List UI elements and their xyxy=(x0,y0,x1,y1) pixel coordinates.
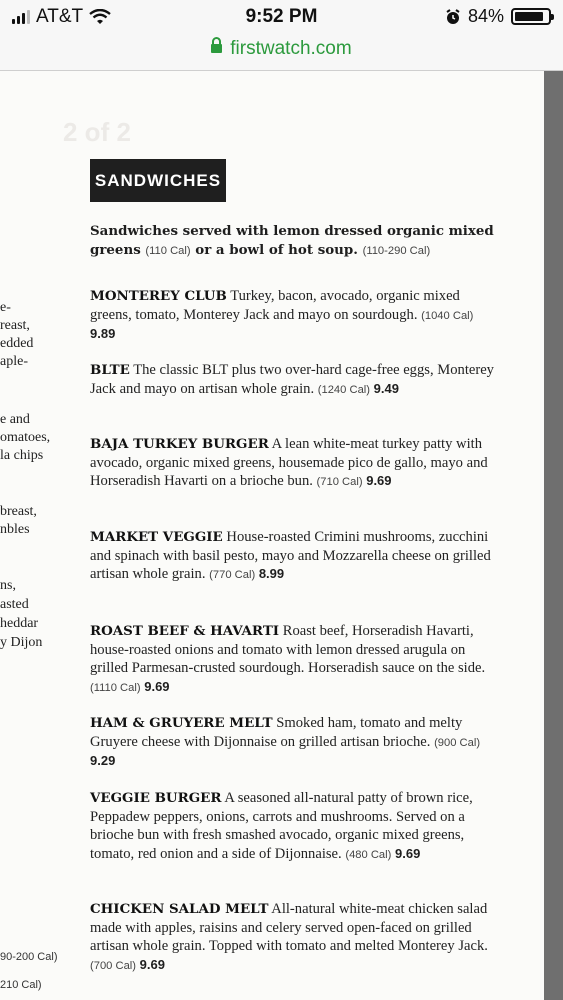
item-name: MARKET VEGGIE xyxy=(90,529,223,545)
item-description: Roast beef, Horseradish Havarti, house-roasted onions and tomato with lemon dressed arugula on grilled Parmesan-crusted sourdough. Horseradish sauce on the side. xyxy=(90,623,486,677)
left-fragment: nbles xyxy=(0,522,30,537)
item-description: All-natural white-meat chicken salad made with apples, raisins and celery served open-faced on grilled artisan whole grain. Topped with tomato and melted Monterey Jack. xyxy=(90,901,488,955)
left-fragment: e and xyxy=(0,412,30,427)
battery-icon xyxy=(511,8,551,25)
left-fragment: ns, xyxy=(0,578,16,593)
url-text: firstwatch.com xyxy=(230,38,352,59)
battery-percent: 84% xyxy=(467,6,504,26)
item-calories: (1110 Cal) xyxy=(90,681,141,694)
intro-calories: (110 Cal) xyxy=(145,245,191,257)
carrier-name: AT&T xyxy=(36,6,84,27)
clock-time: 9:52 PM xyxy=(245,6,318,27)
left-fragment: e- xyxy=(0,300,11,315)
left-fragment-cal: 90-200 Cal) xyxy=(0,951,58,963)
left-fragment: reast, xyxy=(0,318,30,333)
item-description: A lean white-meat turkey patty with avocado, organic mixed greens, housemade pico de gallo, mayo and Horseradish Havarti on a brioche bun. xyxy=(90,436,488,490)
item-name: ROAST BEEF & HAVARTI xyxy=(90,623,280,639)
item-name: VEGGIE BURGER xyxy=(90,790,222,806)
item-description: House-roasted Crimini mushrooms, zucchini and spinach with basil pesto, mayo and Mozzarella cheese on grilled artisan whole grain. xyxy=(90,529,491,583)
item-name: CHICKEN SALAD MELT xyxy=(90,901,269,917)
left-fragment: breast, xyxy=(0,504,37,519)
intro-text: or a bowl of hot soup. xyxy=(195,242,358,258)
item-name: BLTE xyxy=(90,362,130,378)
item-price: 8.99 xyxy=(258,566,285,582)
item-name: MONTEREY CLUB xyxy=(90,288,227,304)
menu-item xyxy=(90,361,498,399)
scrollbar[interactable] xyxy=(544,71,563,1000)
menu-item xyxy=(90,287,498,344)
menu-item xyxy=(90,900,498,975)
left-fragment: omatoes, xyxy=(0,430,51,445)
left-fragment: la chips xyxy=(0,448,44,463)
status-bar xyxy=(0,0,563,36)
left-fragment: heddar xyxy=(0,616,39,631)
item-price: 9.29 xyxy=(90,753,116,769)
menu-item xyxy=(90,789,498,864)
item-price: 9.69 xyxy=(144,678,170,694)
left-fragment: aple- xyxy=(0,354,28,369)
item-calories: (1240 Cal) xyxy=(317,383,370,396)
lock-icon xyxy=(211,44,222,53)
left-fragment: asted xyxy=(0,597,29,612)
item-name: HAM & GRUYERE MELT xyxy=(90,715,273,731)
url-display[interactable] xyxy=(0,38,563,60)
left-fragment: y Dijon xyxy=(0,635,43,650)
menu-item xyxy=(90,528,498,585)
item-name: BAJA TURKEY BURGER xyxy=(90,436,269,452)
menu-item xyxy=(90,622,498,697)
item-calories: (700 Cal) xyxy=(90,959,137,972)
item-calories: (1040 Cal) xyxy=(421,309,474,322)
item-calories: (480 Cal) xyxy=(345,848,392,861)
item-calories: (710 Cal) xyxy=(316,476,363,489)
left-fragment-cal: 210 Cal) xyxy=(0,979,42,991)
left-fragment: edded xyxy=(0,336,34,351)
item-description: Smoked ham, tomato and melty Gruyere cheese with Dijonnaise on grilled artisan brioche. xyxy=(90,715,463,750)
item-price: 9.69 xyxy=(366,473,392,489)
item-calories: (770 Cal) xyxy=(209,569,256,582)
menu-item xyxy=(90,435,498,492)
item-description: The classic BLT plus two over-hard cage-free eggs, Monterey Jack and mayo on artisan whole grain. xyxy=(90,362,494,397)
section-title: SANDWICHES xyxy=(90,159,226,202)
menu-item xyxy=(90,714,498,771)
intro-text: Sandwiches served with lemon dressed organic mixed greens xyxy=(90,223,494,258)
intro-calories: (110-290 Cal) xyxy=(362,245,431,257)
item-description: Turkey, bacon, avocado, organic mixed greens, tomato, Monterey Jack and mayo on sourdough. xyxy=(90,288,460,323)
alarm-clock-icon xyxy=(445,9,461,25)
item-price: 9.49 xyxy=(373,380,399,396)
item-price: 9.69 xyxy=(139,956,165,972)
item-price: 9.69 xyxy=(395,845,421,861)
status-right-group xyxy=(445,6,551,27)
item-description: A seasoned all-natural patty of brown rice, Peppadew peppers, onions, carrots and mushrooms. Served on a brioche bun with fresh smashed avocado, organic mixed greens, tomato, red onion and a side of Dijonnaise. xyxy=(90,790,473,862)
page-indicator: 2 of 2 xyxy=(63,117,131,147)
item-calories: (900 Cal) xyxy=(434,736,481,749)
section-intro xyxy=(90,222,510,261)
item-price: 9.89 xyxy=(90,326,116,342)
browser-url-bar[interactable] xyxy=(0,36,563,71)
